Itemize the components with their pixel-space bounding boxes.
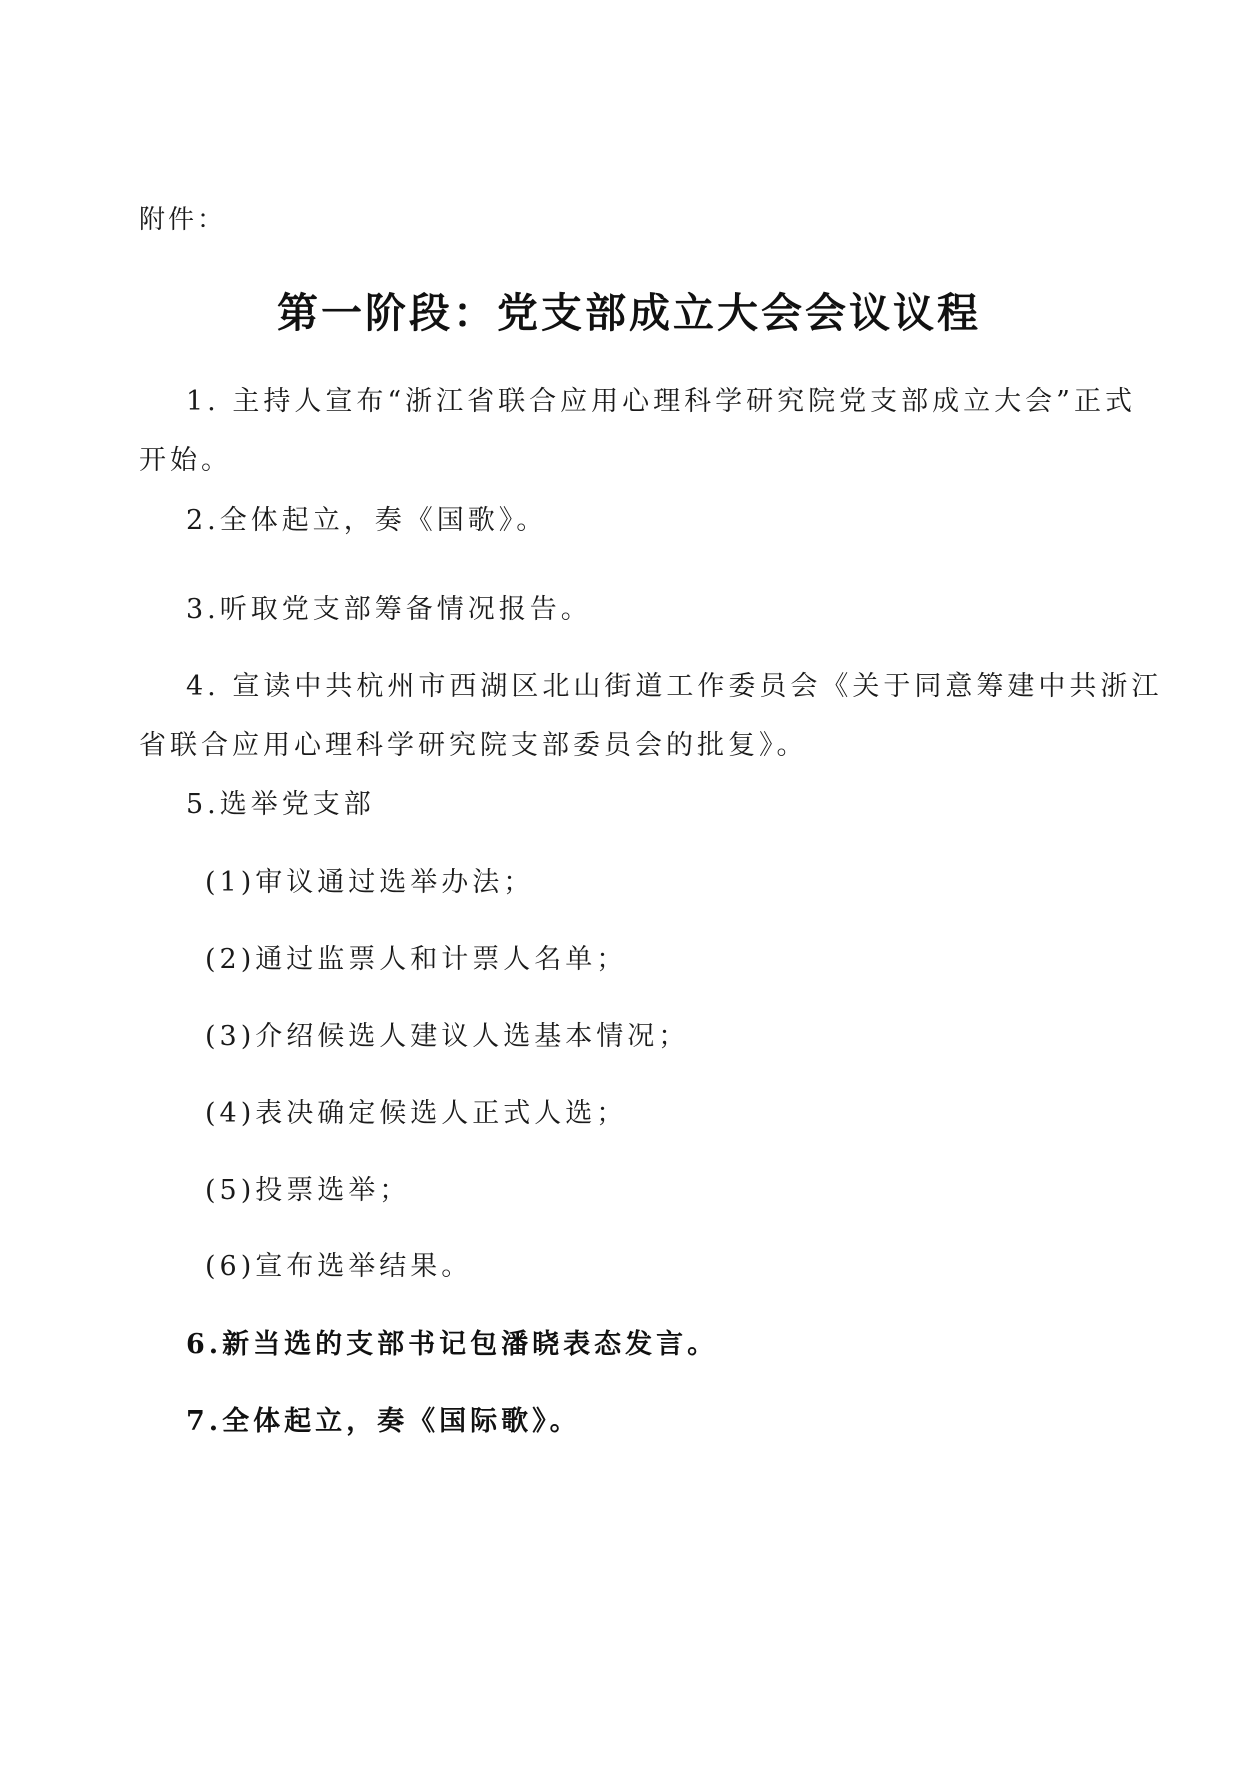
agenda-item-2: 2.全体起立，奏《国歌》。 — [186, 505, 548, 536]
page-title: 第一阶段：党支部成立大会会议议程 — [277, 289, 981, 337]
agenda-sub-item-4: (4)表决确定候选人正式人选； — [205, 1098, 628, 1129]
agenda-item-4-line-2: 省联合应用心理科学研究院支部委员会的批复》。 — [139, 730, 808, 761]
agenda-item-4-line-1: 4. 宣读中共杭州市西湖区北山街道工作委员会《关于同意筹建中共浙江 — [186, 671, 1163, 702]
agenda-item-5: 5.选举党支部 — [186, 789, 375, 820]
agenda-sub-item-1: (1)审议通过选举办法； — [205, 867, 535, 898]
agenda-sub-item-6: (6)宣布选举结果。 — [205, 1251, 473, 1282]
agenda-sub-item-5: (5)投票选举； — [205, 1175, 411, 1206]
agenda-item-7: 7.全体起立，奏《国际歌》。 — [186, 1406, 581, 1437]
agenda-sub-item-3: (3)介绍候选人建议人选基本情况； — [205, 1021, 690, 1052]
agenda-item-1-line-2: 开始。 — [139, 445, 232, 476]
agenda-item-3: 3.听取党支部筹备情况报告。 — [186, 594, 592, 625]
agenda-item-1-line-1: 1. 主持人宣布“浙江省联合应用心理科学研究院党支部成立大会”正式 — [186, 386, 1136, 417]
agenda-item-6: 6.新当选的支部书记包潘晓表态发言。 — [186, 1329, 719, 1360]
agenda-sub-item-2: (2)通过监票人和计票人名单； — [205, 944, 628, 975]
attachment-label: 附件： — [139, 205, 227, 235]
